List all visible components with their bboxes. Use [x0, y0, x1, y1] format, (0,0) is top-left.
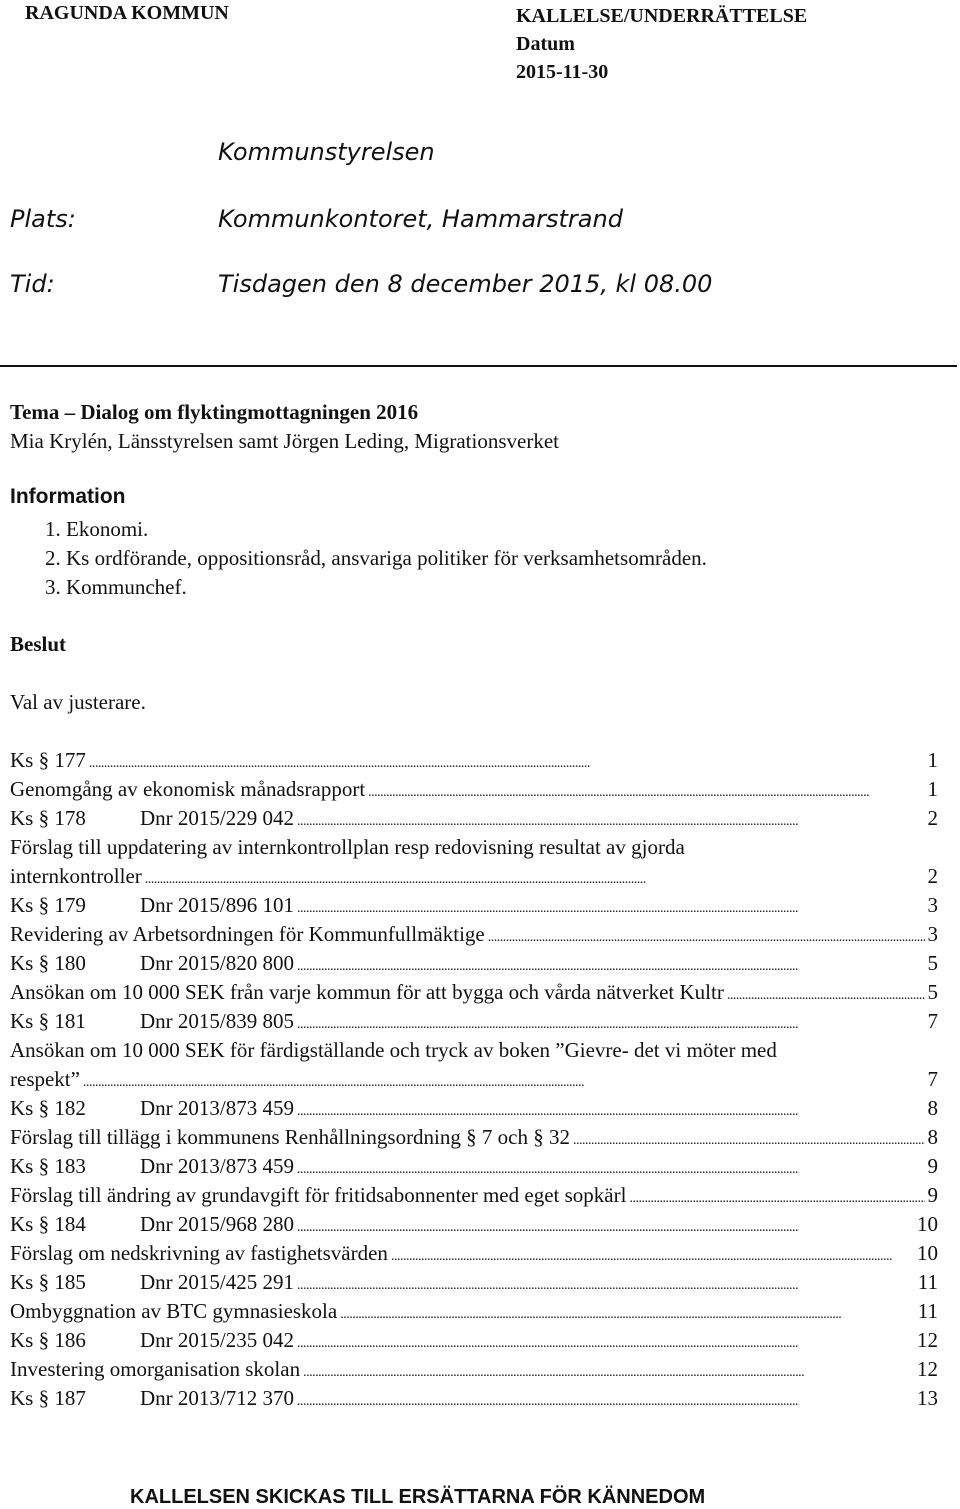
- meeting-time: Tisdagen den 8 december 2015, kl 08.00: [218, 270, 713, 298]
- date-label: Datum: [516, 33, 575, 55]
- toc-page-number: 2: [927, 864, 938, 888]
- dot-leader: [89, 746, 925, 775]
- tema-speakers: Mia Krylén, Länsstyrelsen samt Jörgen Leding, Migrationsverket: [10, 429, 559, 453]
- meeting-body: Kommunstyrelsen: [218, 138, 435, 166]
- toc-entry: [10, 1123, 938, 1152]
- toc-entry: [10, 949, 938, 978]
- toc-entry: [10, 1181, 938, 1210]
- dot-leader: [297, 1152, 925, 1181]
- toc-page-number: 10: [917, 1241, 938, 1265]
- dot-leader: [488, 920, 925, 949]
- toc-entry-title: Förslag om nedskrivning av fastighetsvärden: [10, 1241, 388, 1265]
- toc-entry: [10, 1239, 938, 1268]
- toc-entry: [10, 804, 938, 833]
- place-label: Plats:: [10, 205, 76, 233]
- time-label: Tid:: [10, 270, 55, 298]
- list-item: 1. Ekonomi.: [45, 517, 149, 541]
- toc-page-number: 3: [927, 922, 938, 946]
- toc-entry-title: Förslag till tillägg i kommunens Renhållningsordning § 7 och § 32: [10, 1125, 570, 1149]
- toc-entry-title: Förslag till uppdatering av internkontrollplan resp redovisning resultat av gjorda: [10, 835, 685, 859]
- toc-dnr: Dnr 2015/425 291: [140, 1270, 294, 1294]
- toc-dnr: Dnr 2015/896 101: [140, 893, 294, 917]
- toc-page-number: 7: [927, 1067, 938, 1091]
- toc-dnr: Dnr 2015/839 805: [140, 1009, 294, 1033]
- document-date: 2015-11-30: [516, 61, 609, 83]
- organization-name: RAGUNDA KOMMUN: [25, 2, 229, 24]
- dot-leader: [83, 1065, 925, 1097]
- toc-entry-title: Ansökan om 10 000 SEK från varje kommun för att bygga och vårda nätverket Kultr: [10, 980, 724, 1004]
- toc-page-number: 9: [927, 1183, 938, 1207]
- toc-entry-title: Revidering av Arbetsordningen för Kommunfullmäktige: [10, 922, 485, 946]
- meeting-place: Kommunkontoret, Hammarstrand: [218, 205, 623, 233]
- toc-entry: [10, 920, 938, 949]
- toc-entry: [10, 1297, 938, 1326]
- toc-dnr: Dnr 2013/712 370: [140, 1386, 294, 1410]
- toc-dnr: Dnr 2015/820 800: [140, 951, 294, 975]
- toc-page-number: 11: [917, 1270, 938, 1294]
- list-item: 2. Ks ordförande, oppositionsråd, ansvariga politiker för verksamhetsområden.: [45, 546, 707, 570]
- dot-leader: [145, 862, 925, 894]
- toc-entry-title: Genomgång av ekonomisk månadsrapport: [10, 777, 366, 801]
- toc-page-number: 1: [927, 748, 938, 772]
- dot-leader: [297, 804, 925, 833]
- beslut-heading: Beslut: [10, 632, 67, 656]
- toc-entry-title: Ks § 177: [10, 748, 86, 772]
- dot-leader: [297, 1094, 925, 1123]
- dot-leader: [297, 1326, 914, 1355]
- toc-entry: [10, 1384, 938, 1413]
- toc-entry: [10, 891, 938, 920]
- dot-leader: [727, 978, 925, 1007]
- dot-leader: [297, 1268, 915, 1297]
- dot-leader: [368, 775, 924, 804]
- toc-paragraph: Ks § 183: [10, 1154, 86, 1178]
- dot-leader: [303, 1355, 914, 1384]
- dot-leader: [297, 1384, 914, 1413]
- toc-entry: [10, 1152, 938, 1181]
- tema-section: [10, 398, 559, 456]
- toc-page-number: 11: [917, 1299, 938, 1323]
- document-type: KALLELSE/UNDERRÄTTELSE: [516, 5, 808, 27]
- table-of-contents: [10, 746, 938, 1413]
- toc-paragraph: Ks § 185: [10, 1270, 86, 1294]
- toc-page-number: 8: [927, 1096, 938, 1120]
- toc-page-number: 7: [927, 1009, 938, 1033]
- toc-page-number: 12: [917, 1357, 938, 1381]
- toc-page-number: 1: [927, 777, 938, 801]
- document-header: [516, 2, 807, 86]
- toc-paragraph: Ks § 179: [10, 893, 86, 917]
- toc-entry-title: Investering omorganisation skolan: [10, 1357, 301, 1381]
- toc-paragraph: Ks § 180: [10, 951, 86, 975]
- dot-leader: [573, 1123, 925, 1152]
- toc-entry-title: Ansökan om 10 000 SEK för färdigställande och tryck av boken ”Gievre- det vi möter med: [10, 1038, 777, 1062]
- toc-entry-title-cont: internkontroller: [10, 864, 142, 888]
- toc-entry-title-cont: respekt”: [10, 1067, 80, 1091]
- toc-page-number: 9: [927, 1154, 938, 1178]
- toc-paragraph: Ks § 181: [10, 1009, 86, 1033]
- toc-page-number: 8: [927, 1125, 938, 1149]
- information-list: [45, 515, 707, 602]
- toc-dnr: Dnr 2013/873 459: [140, 1096, 294, 1120]
- toc-entry-title: Ombyggnation av BTC gymnasieskola: [10, 1299, 338, 1323]
- dot-leader: [340, 1297, 915, 1326]
- val-av-justerare: Val av justerare.: [10, 690, 146, 714]
- toc-page-number: 5: [927, 980, 938, 1004]
- divider: [0, 365, 957, 367]
- toc-entry: [10, 1094, 938, 1123]
- toc-entry-title: Förslag till ändring av grundavgift för fritidsabonnenter med eget sopkärl: [10, 1183, 627, 1207]
- dot-leader: [297, 949, 925, 978]
- list-item: 3. Kommunchef.: [45, 575, 187, 599]
- toc-entry: [10, 833, 938, 891]
- toc-entry: [10, 1036, 938, 1094]
- toc-paragraph: Ks § 178: [10, 806, 86, 830]
- toc-page-number: 10: [917, 1212, 938, 1236]
- toc-entry: [10, 978, 938, 1007]
- toc-paragraph: Ks § 187: [10, 1386, 86, 1410]
- information-heading: Information: [10, 485, 126, 508]
- toc-dnr: Dnr 2013/873 459: [140, 1154, 294, 1178]
- toc-paragraph: Ks § 182: [10, 1096, 86, 1120]
- toc-page-number: 3: [927, 893, 938, 917]
- toc-paragraph: Ks § 184: [10, 1212, 86, 1236]
- toc-dnr: Dnr 2015/229 042: [140, 806, 294, 830]
- toc-page-number: 2: [927, 806, 938, 830]
- toc-paragraph: Ks § 186: [10, 1328, 86, 1352]
- toc-entry: [10, 1007, 938, 1036]
- dot-leader: [297, 1007, 925, 1036]
- toc-entry: [10, 1210, 938, 1239]
- dot-leader: [391, 1239, 914, 1268]
- dot-leader: [297, 891, 925, 920]
- toc-dnr: Dnr 2015/235 042: [140, 1328, 294, 1352]
- dot-leader: [629, 1181, 924, 1210]
- toc-dnr: Dnr 2015/968 280: [140, 1212, 294, 1236]
- toc-page-number: 12: [917, 1328, 938, 1352]
- toc-entry: [10, 1355, 938, 1384]
- toc-page-number: 13: [917, 1386, 938, 1410]
- toc-entry: [10, 1326, 938, 1355]
- toc-entry: [10, 775, 938, 804]
- toc-entry: [10, 1268, 938, 1297]
- dot-leader: [297, 1210, 914, 1239]
- footer-note: KALLELSEN SKICKAS TILL ERSÄTTARNA FÖR KÄNNEDOM: [130, 1486, 706, 1508]
- toc-entry: [10, 746, 938, 775]
- tema-title: Tema – Dialog om flyktingmottagningen 2016: [10, 400, 419, 424]
- toc-page-number: 5: [927, 951, 938, 975]
